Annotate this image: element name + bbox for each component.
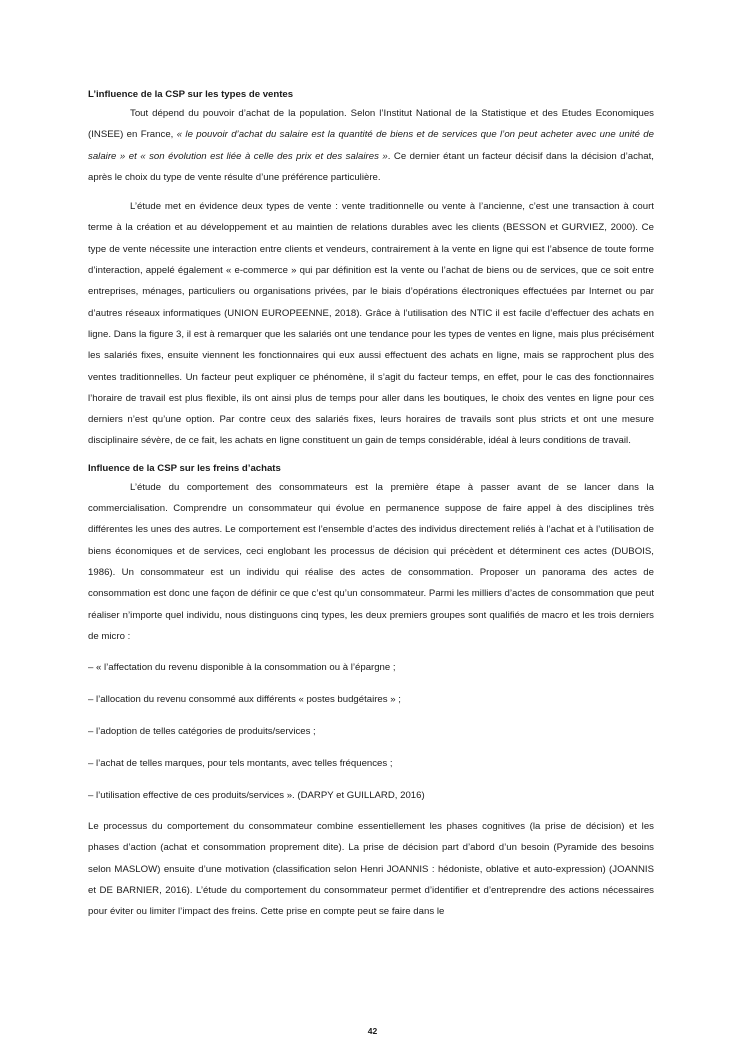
- list-item: – l’utilisation effective de ces produits/services ». (DARPY et GUILLARD, 2016): [88, 790, 425, 802]
- list-item: – l’allocation du revenu consommé aux différents « postes budgétaires » ;: [88, 694, 401, 706]
- page-number: 42: [367, 1026, 378, 1036]
- list-item: – l’adoption de telles catégories de produits/services ;: [88, 726, 316, 738]
- consumption-acts-list: [88, 659, 654, 804]
- page-body: [88, 86, 654, 923]
- paragraph-processus-comportement: Le processus du comportement du consommateur combine essentiellement les phases cognitives (la prise de décision) et les phases d’action (achat et consommation proprement dite). La prise de décision part d’abord d’un besoin (Pyramide des besoins selon MASLOW) ensuite d’une motivation (classification selon Henri JOANNIS : hédoniste, oblative et auto-expression) (JOANNIS et DE BARNIER, 2016). L’étude du comportement du consommateur permet d’identifier et d’entreprendre des actions nécessaires pour éviter ou limiter l’impact des freins. Cette prise en compte peut se faire dans le: [88, 821, 654, 918]
- section-heading-freins-achats: Influence de la CSP sur les freins d’achats: [88, 462, 281, 474]
- paragraph-comportement-consommateur: L’étude du comportement des consommateurs est la première étape à passer avant de se lancer dans la commercialisation. Comprendre un consommateur qui évolue en permanence suppose de faire appel à des disciplines très différentes les unes des autres. Le comportement est l’ensemble d’actes des individus directement reliés à l’achat et à l’utilisation de biens économiques et de services, ceci englobant les processus de décision qui précèdent et déterminent ces actes (DUBOIS, 1986). Un consommateur est un individu qui réalise des actes de consommation. Proposer un panorama des actes de consommation est donc une façon de définir ce que c’est qu’un consommateur. Parmi les milliers d’actes de consommation que peut réaliser n’importe quel individu, nous distinguons cinq types, les deux premiers groupes sont qualifiés de macro et les trois derniers de micro :: [88, 481, 654, 642]
- paragraph-pouvoir-achat: [88, 103, 654, 188]
- quote-insee: « le pouvoir d’achat du salaire est la quantité de biens et de services que l’on peut acheter avec une unité de salaire » et « son évolution est liée à celle des prix et des salaires »: [88, 129, 654, 162]
- list-item: – l’achat de telles marques, pour tels montants, avec telles fréquences ;: [88, 758, 393, 770]
- list-item: – « l’affectation du revenu disponible à la consommation ou à l’épargne ;: [88, 662, 396, 674]
- paragraph-text: . Ce dernier étant un facteur décisif dans la décision d’achat, après le choix du type de vente résulte d’une préférence particulière.: [88, 150, 654, 183]
- paragraph-types-de-vente: L’étude met en évidence deux types de vente : vente traditionnelle ou vente à l’ancienne, c’est une transaction à court terme à la création et au développement et au maintien de relations durables avec les clients (BESSON et GURVIEZ, 2000). Ce type de vente nécessite une interaction entre clients et vendeurs, contrairement à la vente en ligne qui est l’absence de toute forme d’interaction, appelé également « e-commerce » qui par définition est la vente ou l’achat de biens ou de services, que ce soit entre entreprises, ménages, particuliers ou organisations privées, par le biais d’opérations électroniques effectuées par Internet ou par d’autres réseaux informatiques (UNION EUROPEENNE, 2018). Grâce à l’utilisation des NTIC il est facile d’effectuer des achats en ligne. Dans la figure 3, il est à remarquer que les salariés ont une tendance pour les types de ventes en ligne, mais plus précisément les salariés fixes, ensuite viennent les fonctionnaires qui eux aussi effectuent des achats en ligne, mais se rapprochent plus des ventes traditionnelles. Un facteur peut expliquer ce phénomène, il s’agit du facteur temps, en effet, pour le cas des fonctionnaires l’horaire de travail est plus flexible, ils ont ainsi plus de temps pour aller dans les boutiques, le choix des ventes en ligne pour ces derniers n’est qu’une option. Par contre ceux des salariés fixes, leurs horaires de travails sont plus stricts et ont une mesure disciplinaire sévère, de ce fait, les achats en ligne constituent un gain de temps considérable, idéal à leurs conditions de travail.: [88, 201, 654, 447]
- paragraph-text: Tout dépend du pouvoir d’achat de la population. Selon l’Institut National de la Statistique et des Etudes Economiques (INSEE) en France,: [88, 108, 654, 141]
- section-heading-csp-types-de-ventes: L’influence de la CSP sur les types de ventes: [88, 89, 294, 100]
